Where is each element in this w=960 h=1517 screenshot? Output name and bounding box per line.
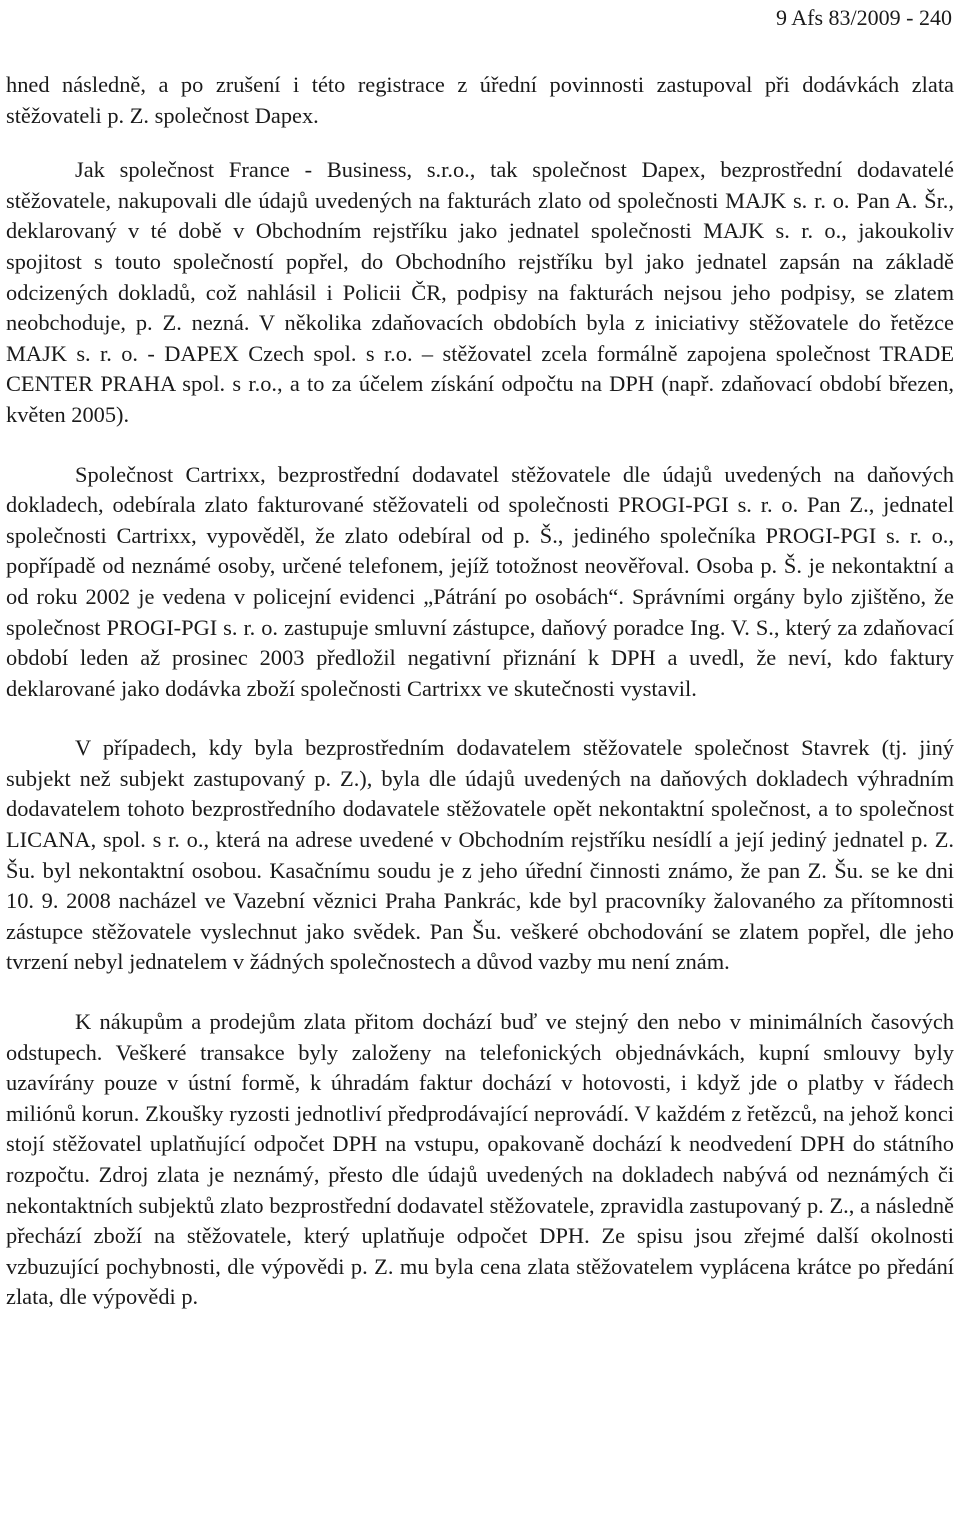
paragraph-continuation: hned následně, a po zrušení i této registrace z úřední povinnosti zastupoval při dodávkách zlata stěžovateli p. Z. společnost Dapex. (6, 72, 954, 128)
document-body (6, 70, 954, 1313)
case-reference: 9 Afs 83/2009 - 240 (776, 5, 952, 30)
paragraph-cartrixx: Společnost Cartrixx, bezprostřední dodavatel stěžovatele dle údajů uvedených na daňových dokladech, odebírala zlato fakturované stěžovateli od společnosti PROGI-PGI s. r. o. Pan Z., jednatel společnosti Cartrixx, vypověděl, že zlato odebíral od p. Š., jediného společníka PROGI-PGI s. r. o., popřípadě od neznámé osoby, určené telefonem, jejíž totožnost neověřoval. Osoba p. Š. je nekontaktní a od roku 2002 je vedena v policejní evidenci „Pátrání po osobách“. Správními orgány bylo zjištěno, že společnost PROGI-PGI s. r. o. zastupuje smluvní zástupce, daňový poradce Ing. V. S., který za zdaňovací období leden až prosinec 2003 předložil negativní přiznání k DPH a uvedl, že neví, kdo faktury deklarované jako dodávka zboží společnosti Cartrixx ve skutečnosti vystavil. (6, 461, 954, 701)
paragraph-stavrek: V případech, kdy byla bezprostředním dodavatelem stěžovatele společnost Stavrek (tj. jiný subjekt než subjekt zastupovaný p. Z.), byla dle údajů uvedených na daňových dokladech výhradním dodavatelem tohoto bezprostředního dodavatele stěžovatele opět nekontaktní společnost, a to společnost LICANA, spol. s r. o., která na adrese uvedené v Obchodním rejstříku nesídlí a její jediný jednatel p. Z. Šu. byl nekontaktní osobou. Kasačnímu soudu je z jeho úřední činnosti známo, že pan Z. Šu. se ke dni 10. 9. 2008 nacházel ve Vazební věznici Praha Pankrác, kde byl pracovníky žalovaného za přítomnosti zástupce stěžovatele vyslechnut jako svědek. Pan Šu. veškeré obchodování se zlatem popřel, dle jeho tvrzení nebyl jednatelem v žádných společnostech a důvod vazby mu není znám. (6, 735, 954, 975)
paragraph-majk: Jak společnost France - Business, s.r.o., tak společnost Dapex, bezprostřední dodavatelé stěžovatele, nakupovali dle údajů uvedených na fakturách zlato od společnosti MAJK s. r. o. Pan A. Šr., deklarovaný v té době v Obchodním rejstříku jako jednatel společnosti MAJK s. r. o., jakoukoliv spojitost s touto společností popřel, do Obchodního rejstříku byl jako jednatel zapsán na základě odcizených dokladů, což nahlásil i Policii ČR, podpisy na fakturách nejsou jeho podpisy, se zlatem neobchoduje, p. Z. nezná. V několika zdaňovacích obdobích byla z iniciativy stěžovatele do řetězce MAJK s. r. o. - DAPEX Czech spol. s r.o. – stěžovatel zcela formálně zapojena společnost TRADE CENTER PRAHA spol. s r.o., a to za účelem získání odpočtu na DPH (např. zdaňovací období březen, květen 2005). (6, 157, 954, 427)
paragraph-gold-trade: K nákupům a prodejům zlata přitom dochází buď ve stejný den nebo v minimálních časových odstupech. Veškeré transakce byly založeny na telefonických objednávkách, kupní smlouvy byly uzavírány pouze v ústní formě, k úhradám faktur dochází v hotovosti, i když jde o platby v řádech miliónů korun. Zkoušky ryzosti jednotliví předprodávající neprovádí. V každém z řetězců, na jehož konci stojí stěžovatel uplatňující odpočet DPH na vstupu, opakovaně dochází k neodvedení DPH do státního rozpočtu. Zdroj zlata je neznámý, přesto dle údajů uvedených na dokladech nabývá od neznámých či nekontaktních subjektů zlato bezprostřední dodavatel stěžovatele, zpravidla zastupovaný p. Z., a následně přechází zboží na stěžovatele, který uplatňuje odpočet DPH. Ze spisu jsou zřejmé další okolnosti vzbuzující pochybnosti, dle výpovědi p. Z. mu byla cena zlata stěžovatelem vyplácena krátce po předání zlata, dle výpovědi p. (6, 1009, 954, 1310)
